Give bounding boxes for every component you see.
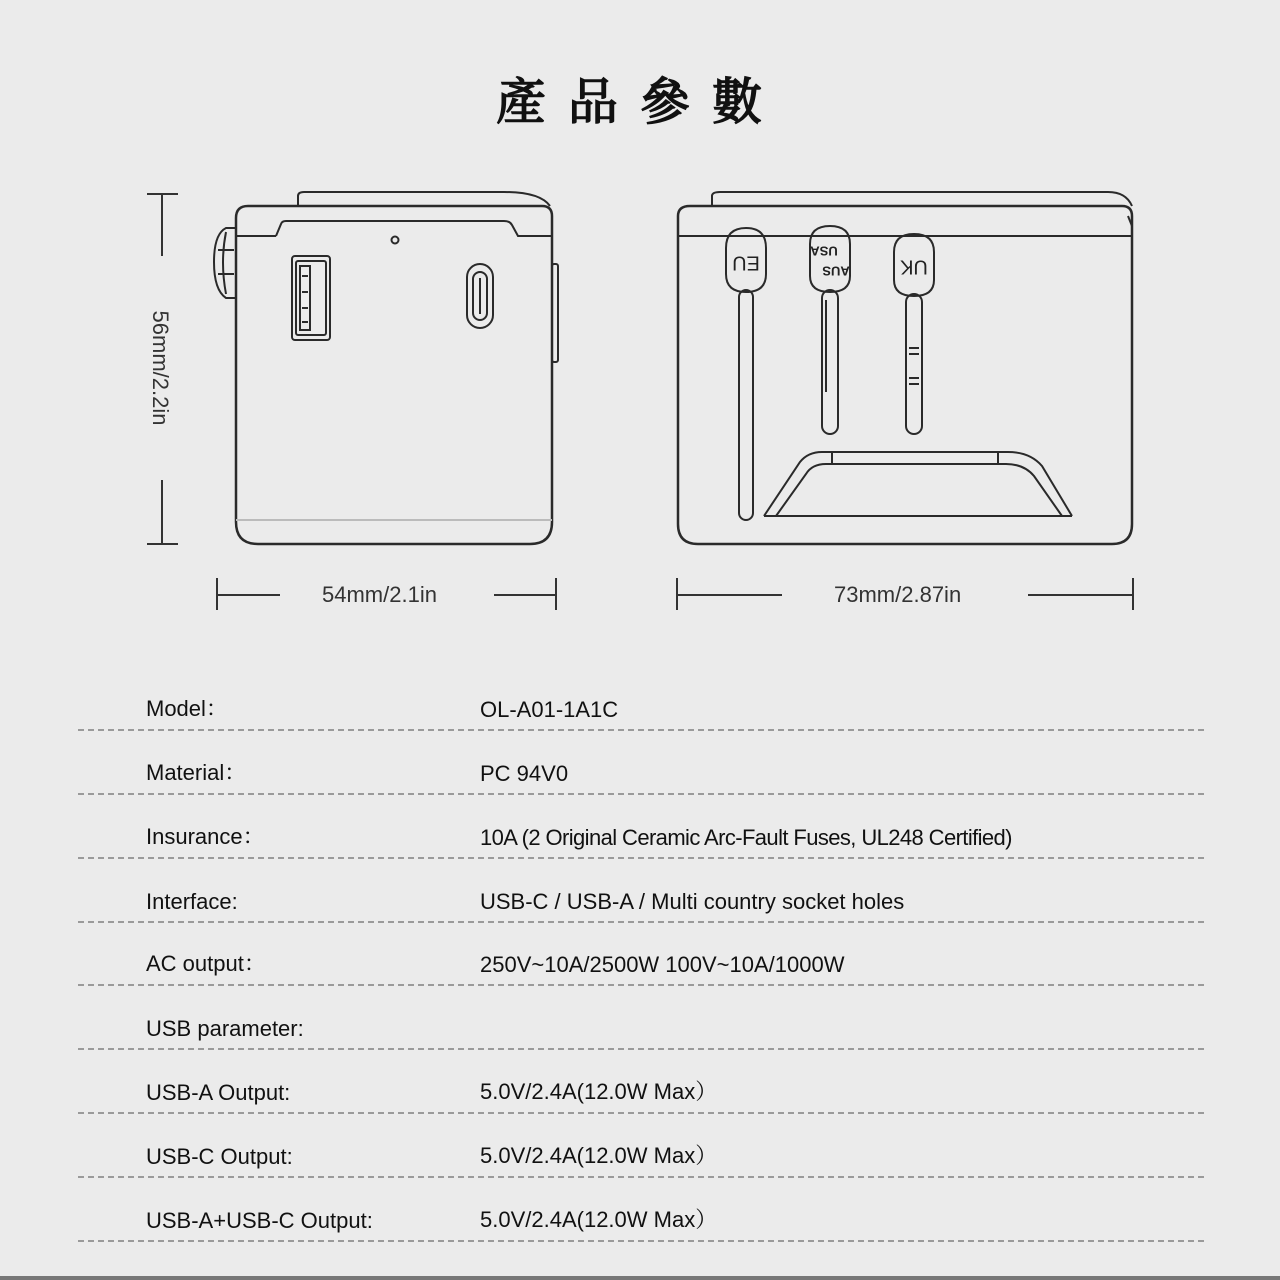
spec-row-usb-parameter	[78, 984, 1204, 1050]
height-dimension-label: 56mm/2.2in	[148, 310, 173, 426]
spec-row-ac-output	[78, 920, 1204, 986]
spec-row-insurance	[78, 793, 1204, 859]
spec-row-model	[78, 665, 1204, 731]
uk-plug-label: UK	[900, 255, 928, 278]
usa-plug-label: USA	[810, 243, 838, 259]
side-width-label: 73mm/2.87in	[834, 582, 962, 607]
spec-label: Model：	[146, 696, 228, 721]
spec-value: 10A (2 Original Ceramic Arc-Fault Fuses, UL248 Certified)	[480, 825, 1012, 850]
spec-row-usb-a-c-output	[78, 1176, 1204, 1242]
spec-row-interface	[78, 857, 1204, 923]
spec-value: 5.0V/2.4A(12.0W Max）	[480, 1079, 718, 1104]
spec-label: USB-A Output:	[146, 1080, 291, 1105]
front-width-label: 54mm/2.1in	[322, 582, 437, 607]
spec-label: USB-A+USB-C Output:	[146, 1208, 373, 1233]
spec-value: PC 94V0	[480, 761, 569, 786]
spec-label: Material：	[146, 760, 247, 785]
side-view	[678, 192, 1132, 544]
eu-plug-label: EU	[732, 251, 760, 274]
aus-plug-label: AUS	[822, 263, 850, 279]
spec-label: Interface:	[146, 889, 238, 914]
spec-row-material	[78, 729, 1204, 795]
usb-c-port-icon	[467, 264, 493, 328]
spec-label: Insurance：	[146, 824, 265, 849]
bottom-divider	[0, 1276, 1280, 1280]
spec-label: USB parameter:	[146, 1016, 304, 1041]
socket-opening	[764, 452, 1072, 516]
spec-row-usb-a-output	[78, 1048, 1204, 1114]
usb-a-port-icon	[292, 256, 330, 340]
spec-value: 5.0V/2.4A(12.0W Max）	[480, 1207, 718, 1232]
spec-value: USB-C / USB-A / Multi country socket holes	[480, 889, 905, 914]
page-title: 產品參數	[496, 73, 784, 131]
spec-row-usb-c-output	[78, 1112, 1204, 1178]
spec-value: 250V~10A/2500W 100V~10A/1000W	[480, 952, 845, 977]
spec-label: AC output：	[146, 951, 266, 976]
spec-label: USB-C Output:	[146, 1144, 293, 1169]
spec-value: 5.0V/2.4A(12.0W Max）	[480, 1143, 718, 1168]
front-view	[214, 192, 558, 544]
spec-value: OL-A01-1A1C	[480, 697, 619, 722]
